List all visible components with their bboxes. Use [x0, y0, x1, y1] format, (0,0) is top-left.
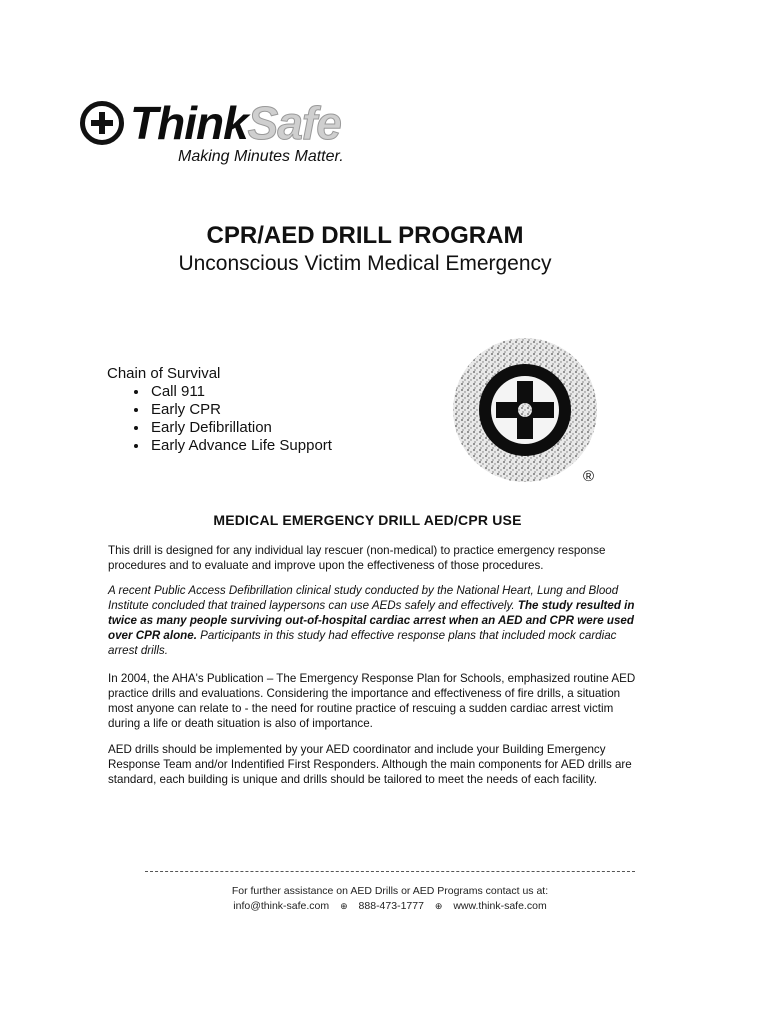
registered-mark: ® — [583, 468, 595, 485]
bullet-icon: ⊕ — [434, 901, 443, 911]
paragraph-text — [108, 583, 638, 658]
cross-circle-icon — [80, 101, 124, 145]
paragraph-intro — [108, 543, 638, 573]
logo-think-text: Think — [130, 97, 248, 149]
footer-phone: 888-473-1777 — [358, 900, 424, 912]
paragraph-text: AED drills should be implemented by your AED coordinator and include your Building Emergency Response Team and/or Indentified First Responders. Although the main components for AED drills are standard, each building is unique and drills should be tailored to meet the needs of each facility. — [108, 743, 632, 786]
badge-seal — [443, 335, 613, 500]
study-text-a: A recent Public Access Defibrillation clinical study conducted by the National Heart, Lung and Blood Institute concluded that trained laypersons can use AEDs safely and effectively. — [108, 584, 619, 612]
page-title: CPR/AED DRILL PROGRAM — [206, 222, 524, 249]
list-item: • Call 911 — [149, 383, 332, 401]
study-text-c: Participants in this study had effective response plans that included mock cardiac arrest drills. — [108, 629, 617, 657]
logo-tagline: Making Minutes Matter. — [178, 148, 344, 165]
list-item: • Early CPR — [149, 401, 332, 419]
paragraph-drills — [108, 742, 638, 787]
footer-contacts — [0, 899, 770, 914]
paragraph-text: In 2004, the AHA's Publication – The Emergency Response Plan for Schools, emphasized routine AED practice drills and evaluations. Considering the importance and effectiveness of fire drills, a situation most anyone can relate to - the need for routine practice of rescuing a sudden cardiac arrest victim during a life or death situation is also of importance. — [108, 672, 636, 730]
list-item: • Early Advance Life Support — [149, 437, 332, 455]
footer-line: For further assistance on AED Drills or AED Programs contact us at: — [231, 885, 549, 897]
footer — [0, 884, 770, 914]
study-text-bold: The study resulted in twice as many people surviving out-of-hospital cardiac arrest when an AED and CPR were used over CPR alone. — [108, 599, 635, 642]
footer-web: www.think-safe.com — [453, 900, 547, 912]
footer-email: info@think-safe.com — [233, 900, 330, 912]
chain-heading: Chain of Survival — [107, 365, 221, 382]
paragraph-aha — [108, 671, 638, 731]
list-item: • Early Defibrillation — [149, 419, 332, 437]
paragraph-text: This drill is designed for any individual lay rescuer (non-medical) to practice emergency response procedures and to evaluate and improve upon the effectiveness of those procedures. — [108, 544, 606, 572]
logo-safe-text: Safe — [247, 97, 341, 149]
thinksafe-logo — [80, 97, 380, 190]
bullet-icon: ⊕ — [340, 901, 348, 911]
paragraph-study — [108, 583, 638, 658]
chain-list — [107, 383, 332, 455]
footer-divider — [145, 871, 635, 872]
page-subtitle: Unconscious Victim Medical Emergency — [178, 252, 552, 275]
section-heading: MEDICAL EMERGENCY DRILL AED/CPR USE — [213, 512, 522, 528]
chain-of-survival — [107, 365, 332, 455]
logo-wordmark — [80, 97, 380, 149]
